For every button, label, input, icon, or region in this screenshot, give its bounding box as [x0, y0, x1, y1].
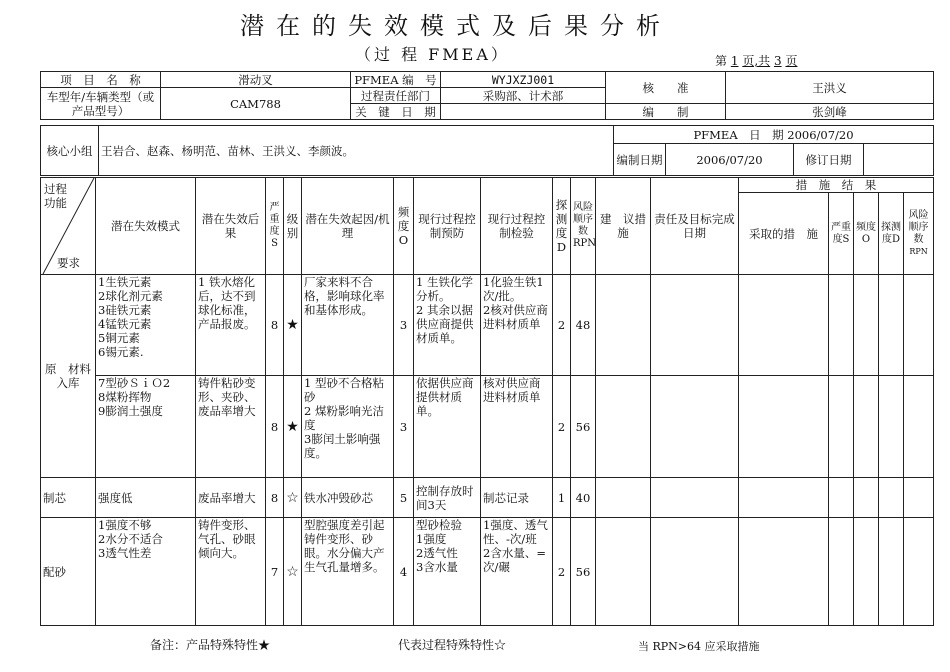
cell-prevent: 依据供应商提供材质单。 [414, 376, 481, 478]
cell-func: 原 材料 入库 [41, 275, 96, 478]
cell-cause: 厂家来料不合格，影响球化率和基体形成。 [302, 275, 394, 376]
fmea-table [40, 177, 934, 626]
cell-det: 2 [553, 376, 571, 478]
cell-occ: 3 [394, 275, 414, 376]
cell-class: ★ [284, 275, 302, 376]
cell-det: 2 [553, 275, 571, 376]
col-action: 建 议措 施 [596, 178, 651, 275]
page-subtitle: （过 程 FMEA） [355, 45, 510, 64]
col-func-bottom: 要求 [57, 256, 80, 270]
cell-mode: 7型砂ＳｉＯ2 8煤粉挥物 9膨润土强度 [96, 376, 196, 478]
col-r-occ: 频度O [854, 193, 879, 275]
col-detect-ctrl: 现行过程控制检验 [481, 178, 553, 275]
cell-detect: 核对供应商进料材质单 [481, 376, 553, 478]
cell-r-rpn [904, 478, 934, 518]
item-name-label: 项 目 名 称 [41, 72, 161, 88]
cell-det: 1 [553, 478, 571, 518]
cell-cause: 铁水冲毁砂芯 [302, 478, 394, 518]
cell-action [596, 518, 651, 626]
page-number [715, 52, 797, 69]
col-rpn: 风险顺序数RPN [571, 178, 596, 275]
team-table [40, 125, 934, 176]
cell-detect: 1强度、透气性、-次/班 2含水量、=次/碾 [481, 518, 553, 626]
cell-r-det [879, 478, 904, 518]
cell-occ: 5 [394, 478, 414, 518]
cell-func: 配砂 [41, 518, 96, 626]
cell-effect: 铸件变形、气孔、砂眼倾向大。 [196, 518, 266, 626]
cell-sev: 7 [266, 518, 284, 626]
model-value: CAM788 [161, 88, 351, 120]
pfmea-date: PFMEA 日 期 2006/07/20 [614, 126, 934, 144]
cell-taken [739, 275, 829, 376]
rev-date-value [864, 144, 934, 176]
keydate-value [441, 104, 606, 120]
cell-mode: 1生铁元素 2球化剂元素 3硅铁元素 4锰铁元素 5铜元素 6锡元素. [96, 275, 196, 376]
footer-note-rpn: 当 RPN>64 应采取措施 [638, 640, 760, 653]
cell-sev: 8 [266, 478, 284, 518]
cell-resp [651, 478, 739, 518]
cell-action [596, 478, 651, 518]
col-results: 措 施 结 果 [739, 178, 934, 193]
prep-date-value: 2006/07/20 [666, 144, 794, 176]
col-det: 探测度D [553, 178, 571, 275]
cell-r-rpn [904, 376, 934, 478]
prep-date-label: 编制日期 [614, 144, 666, 176]
col-r-rpn-sub: RPN [909, 246, 928, 256]
col-r-sev: 严重度S [829, 193, 854, 275]
cell-r-occ [854, 376, 879, 478]
cell-resp [651, 518, 739, 626]
col-r-rpn [904, 193, 934, 275]
prepare-label: 编 制 [606, 104, 726, 120]
cell-taken [739, 518, 829, 626]
cell-det: 2 [553, 518, 571, 626]
cell-r-sev [829, 275, 854, 376]
cell-r-rpn [904, 275, 934, 376]
cell-cause: 1 型砂不合格粘砂 2 煤粉影响光洁度 3膨闰土影响强度。 [302, 376, 394, 478]
col-r-rpn-label: 风险顺序数 [908, 209, 929, 245]
col-mode: 潜在失效模式 [96, 178, 196, 275]
page-prefix: 第 [715, 54, 728, 68]
cell-r-sev [829, 518, 854, 626]
cell-action [596, 275, 651, 376]
cell-detect: 1化验生铁1次/批。 2核对供应商进料材质单 [481, 275, 553, 376]
rev-date-label: 修订日期 [794, 144, 864, 176]
table-row [41, 478, 934, 518]
col-r-det: 探测度D [879, 193, 904, 275]
cell-r-sev [829, 376, 854, 478]
footer-note-process: 代表过程特殊特性☆ [398, 638, 507, 652]
keydate-label: 关 键 日 期 [351, 104, 441, 120]
table-row [41, 518, 934, 626]
cell-detect: 制芯记录 [481, 478, 553, 518]
cell-prevent: 1 生铁化学分析。 2 其余以据供应商提供材质单。 [414, 275, 481, 376]
prepare-value: 张剑峰 [726, 104, 934, 120]
cell-func: 制芯 [41, 478, 96, 518]
col-cause: 潜在失效起因/机理 [302, 178, 394, 275]
model-label: 车型年/车辆类型（或产品型号） [41, 88, 161, 120]
table-row [41, 275, 934, 376]
footer-note-product: 备注：产品特殊特性★ [150, 638, 271, 652]
core-team-label: 核心小组 [41, 126, 99, 176]
col-sev: 严重度S [266, 178, 284, 275]
col-class: 级别 [284, 178, 302, 275]
cell-r-occ [854, 275, 879, 376]
cell-resp [651, 376, 739, 478]
cell-class: ★ [284, 376, 302, 478]
core-team-value: 王岩合、赵森、杨明范、苗林、王洪义、李颜波。 [99, 126, 614, 176]
cell-resp [651, 275, 739, 376]
cell-r-det [879, 376, 904, 478]
cell-effect: 1 铁水熔化后，达不到球化标准，产品报废。 [196, 275, 266, 376]
page-mid: 页,共 [742, 54, 771, 68]
cell-r-rpn [904, 518, 934, 626]
col-prevent: 现行过程控制预防 [414, 178, 481, 275]
page-total: 3 [773, 54, 782, 68]
approve-value: 王洪义 [726, 72, 934, 104]
col-effect: 潜在失效后果 [196, 178, 266, 275]
cell-occ: 4 [394, 518, 414, 626]
cell-sev: 8 [266, 275, 284, 376]
cell-sev: 8 [266, 376, 284, 478]
cell-r-det [879, 275, 904, 376]
pfmea-no-label: PFMEA 编 号 [351, 72, 441, 88]
pfmea-no-value: WYJXZJ001 [441, 72, 606, 88]
dept-value: 采购部、计术部 [441, 88, 606, 104]
header-table [40, 71, 934, 120]
page-current: 1 [730, 54, 739, 68]
cell-r-det [879, 518, 904, 626]
cell-class: ☆ [284, 518, 302, 626]
cell-effect: 铸件粘砂变形、夹砂、废品率增大 [196, 376, 266, 478]
approve-label: 核 准 [606, 72, 726, 104]
col-resp: 责任及目标完成日期 [651, 178, 739, 275]
col-func [41, 178, 96, 275]
cell-occ: 3 [394, 376, 414, 478]
table-row [41, 376, 934, 478]
cell-class: ☆ [284, 478, 302, 518]
page-title: 潜在的失效模式及后果分析 [240, 12, 672, 40]
cell-taken [739, 376, 829, 478]
item-name-value: 滑动叉 [161, 72, 351, 88]
cell-rpn: 40 [571, 478, 596, 518]
col-func-top: 过程功能 [44, 182, 67, 210]
cell-mode: 1强度不够 2水分不适合 3透气性差 [96, 518, 196, 626]
cell-cause: 型腔强度差引起铸件变形、砂眼。水分偏大产生气孔量增多。 [302, 518, 394, 626]
cell-rpn: 48 [571, 275, 596, 376]
cell-prevent: 控制存放时间3天 [414, 478, 481, 518]
dept-label: 过程责任部门 [351, 88, 441, 104]
col-occ: 频度O [394, 178, 414, 275]
cell-effect: 废品率增大 [196, 478, 266, 518]
cell-r-occ [854, 518, 879, 626]
cell-rpn: 56 [571, 376, 596, 478]
cell-prevent: 型砂检验 1强度 2透气性 3含水量 [414, 518, 481, 626]
cell-taken [739, 478, 829, 518]
page-suffix: 页 [785, 54, 798, 68]
cell-r-sev [829, 478, 854, 518]
cell-mode: 强度低 [96, 478, 196, 518]
cell-rpn: 56 [571, 518, 596, 626]
cell-action [596, 376, 651, 478]
cell-r-occ [854, 478, 879, 518]
col-taken: 采取的措 施 [739, 193, 829, 275]
